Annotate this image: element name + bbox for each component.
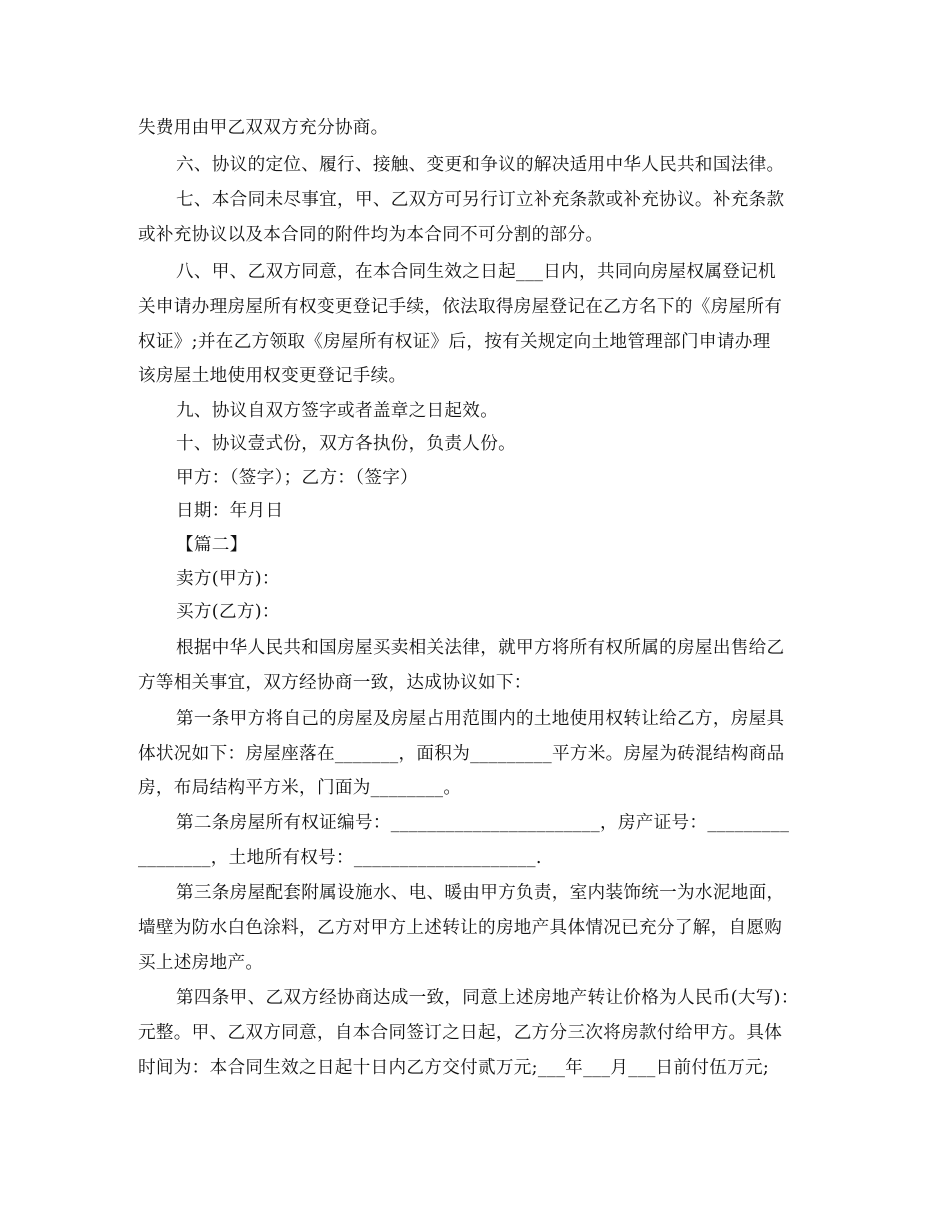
buyer-line: 买方(乙方)： bbox=[176, 602, 280, 622]
text-line: 时间为：本合同生效之日起十日内乙方交付贰万元;___年___月___日前付伍万元; bbox=[138, 1058, 770, 1078]
text-line: 元整。甲、乙双方同意，自本合同签订之日起，乙方分三次将房款付给甲方。具体 bbox=[138, 1023, 783, 1043]
clause-8: 八、甲、乙双方同意，在本合同生效之日起___日内，共同向房屋权属登记机 bbox=[176, 262, 776, 282]
text-line: 体状况如下：房屋座落在_______，面积为_________平方米。房屋为砖混结构商品 bbox=[138, 744, 785, 764]
preamble: 根据中华人民共和国房屋买卖相关法律，就甲方将所有权所属的房屋出售给乙 bbox=[176, 638, 785, 658]
text-line: 或补充协议以及本合同的附件均为本合同不可分割的部分。 bbox=[138, 225, 604, 245]
signature-line: 甲方：（签字）；乙方：（签字） bbox=[176, 468, 419, 488]
article-1: 第一条甲方将自己的房屋及房屋占用范围内的土地使用权转让给乙方，房屋具 bbox=[176, 709, 785, 729]
clause-10: 十、协议壹式份，双方各执份，负责人份。 bbox=[176, 434, 516, 454]
text-line: ________，土地所有权号：____________________. bbox=[138, 848, 542, 868]
text-line: 关申请办理房屋所有权变更登记手续，依法取得房屋登记在乙方名下的《房屋所有 bbox=[138, 297, 783, 317]
clause-7: 七、本合同未尽事宜，甲、乙双方可另行订立补充条款或补充协议。补充条款 bbox=[176, 190, 785, 210]
text-line: 墙壁为防水白色涂料，乙方对甲方上述转让的房地产具体情况已充分了解，自愿购 bbox=[138, 918, 783, 938]
text-line: 方等相关事宜，双方经协商一致，达成协议如下： bbox=[138, 673, 532, 693]
article-2: 第二条房屋所有权证编号：_______________________，房产证号：_________ bbox=[176, 813, 790, 833]
article-4: 第四条甲、乙双方经协商达成一致，同意上述房地产转让价格为人民币(大写)： bbox=[176, 988, 799, 1008]
text-line: 失费用由甲乙双双方充分协商。 bbox=[138, 118, 389, 138]
clause-6: 六、协议的定位、履行、接触、变更和争议的解决适用中华人民共和国法律。 bbox=[176, 155, 785, 175]
date-line: 日期：年月日 bbox=[176, 501, 284, 521]
seller-line: 卖方(甲方)： bbox=[176, 569, 280, 589]
text-line: 权证》;并在乙方领取《房屋所有权证》后，按有关规定向土地管理部门申请办理 bbox=[138, 332, 771, 352]
text-line: 房，布局结构平方米，门面为________。 bbox=[138, 778, 462, 798]
text-line: 该房屋土地使用权变更登记手续。 bbox=[138, 366, 407, 386]
clause-9: 九、协议自双方签字或者盖章之日起效。 bbox=[176, 401, 499, 421]
section-heading: 【篇二】 bbox=[176, 535, 248, 555]
text-line: 买上述房地产。 bbox=[138, 953, 264, 973]
article-3: 第三条房屋配套附属设施水、电、暖由甲方负责，室内装饰统一为水泥地面， bbox=[176, 883, 785, 903]
